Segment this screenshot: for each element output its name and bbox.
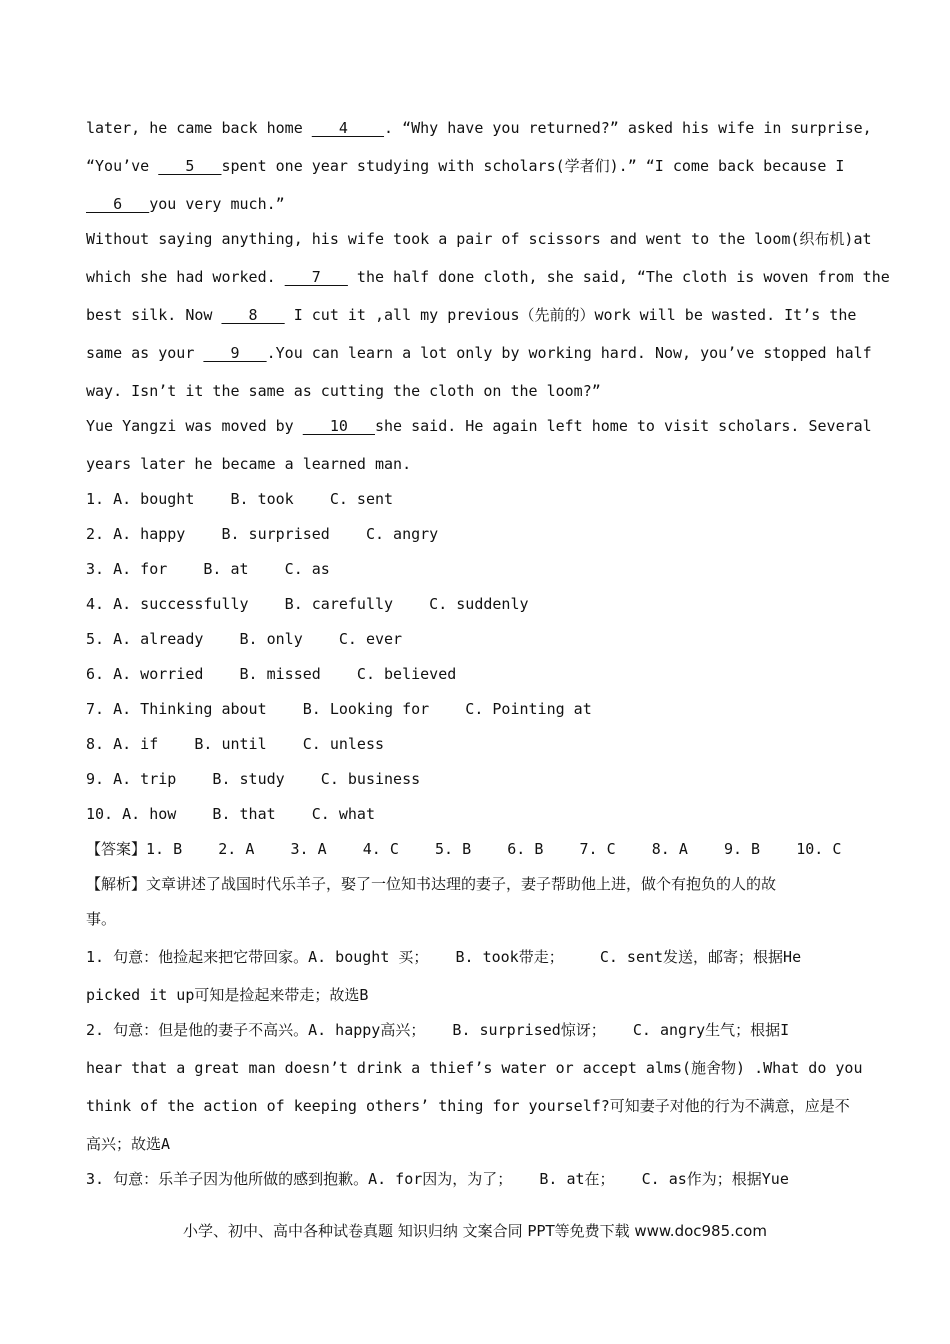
option-line-8: 8. A. if B. until C. unless: [86, 735, 385, 753]
passage-line: [86, 416, 872, 436]
passage-text: . “Why have you returned?” asked his wife in surprise,: [384, 119, 872, 137]
blank-10: 10: [302, 417, 375, 435]
blank-8: 8: [221, 306, 285, 324]
passage-line: [86, 156, 866, 176]
blank-6: 6: [86, 195, 150, 213]
option-line-2: 2. A. happy B. surprised C. angry: [86, 525, 439, 543]
blank-4: 4: [311, 119, 385, 137]
passage-text: I cut it ,all my previous（先前的）work will be wasted. It’s the: [284, 306, 857, 324]
option-line-7: 7. A. Thinking about B. Looking for C. Pointing at: [86, 700, 592, 718]
passage-text: same as your: [86, 344, 204, 362]
option-line-10: 10. A. how B. that C. what: [86, 805, 375, 823]
passage-line: [86, 343, 872, 363]
analysis-intro-cont: 事。: [86, 910, 117, 928]
blank-5: 5: [158, 157, 222, 175]
blank-9: 9: [203, 344, 267, 362]
analysis-q2-cont: hear that a great man doesn’t drink a thief’s water or accept alms(施舍物) .What do you: [86, 1059, 863, 1077]
passage-line: way. Isn’t it the same as cutting the cloth on the loom?”: [86, 382, 601, 400]
passage-text: “You’ve: [86, 157, 159, 175]
analysis-q1-cont: picked it up可知是捡起来带走；故选B: [86, 986, 369, 1004]
analysis-q1: 1. 句意：他捡起来把它带回家。A. bought 买； B. took带走； C. sent发送，邮寄；根据He: [86, 948, 802, 966]
page-footer: 小学、初中、高中各种试卷真题 知识归纳 文案合同 PPT等免费下载 www.doc985.com: [183, 1222, 767, 1240]
answer-line: 【答案】1. B 2. A 3. A 4. C 5. B 6. B 7. C 8. A 9. B 10. C: [86, 840, 842, 858]
passage-line: [86, 194, 866, 214]
passage-text: .You can learn a lot only by working hard. Now, you’ve stopped half: [266, 344, 872, 362]
analysis-q3: 3. 句意：乐羊子因为他所做的感到抱歉。A. for因为，为了； B. at在； C. as作为；根据Yue: [86, 1170, 789, 1188]
analysis-q2-cont: 高兴；故选A: [86, 1135, 171, 1153]
passage-text: Yue Yangzi was moved by: [86, 417, 303, 435]
passage-text: spent one year studying with scholars(学者们).” “I come back because I: [221, 157, 845, 175]
passage-text: the half done cloth, she said, “The cloth is woven from the: [347, 268, 890, 286]
passage-text: she said. He again left home to visit scholars. Several: [375, 417, 872, 435]
option-line-4: 4. A. successfully B. carefully C. suddenly: [86, 595, 529, 613]
passage-text: which she had worked.: [86, 268, 285, 286]
option-line-5: 5. A. already B. only C. ever: [86, 630, 403, 648]
option-line-1: 1. A. bought B. took C. sent: [86, 490, 394, 508]
passage-text: best silk. Now: [86, 306, 222, 324]
passage-line: Without saying anything, his wife took a pair of scissors and went to the loom(织布机)at: [86, 230, 872, 248]
blank-7: 7: [284, 268, 348, 286]
option-line-9: 9. A. trip B. study C. business: [86, 770, 421, 788]
analysis-q2-cont: think of the action of keeping others’ thing for yourself?可知妻子对他的行为不满意，应是不: [86, 1097, 850, 1115]
option-line-6: 6. A. worried B. missed C. believed: [86, 665, 457, 683]
analysis-intro: 【解析】文章讲述了战国时代乐羊子，娶了一位知书达理的妻子，妻子帮助他上进，做个有抱负的人的故: [86, 875, 777, 893]
option-line-3: 3. A. for B. at C. as: [86, 560, 330, 578]
passage-line: [86, 118, 872, 138]
analysis-q2: 2. 句意：但是他的妻子不高兴。A. happy高兴； B. surprised惊讶； C. angry生气；根据I: [86, 1021, 790, 1039]
passage-text: you very much.”: [149, 195, 285, 213]
passage-text: later, he came back home: [86, 119, 312, 137]
passage-line: [86, 267, 890, 287]
passage-line: years later he became a learned man.: [86, 455, 412, 473]
passage-line: [86, 305, 866, 325]
